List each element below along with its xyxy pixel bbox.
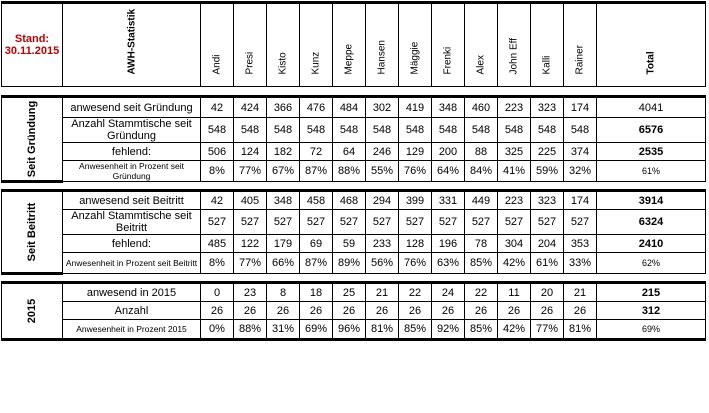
value-cell: 246 bbox=[366, 143, 399, 161]
value-cell: 59 bbox=[333, 235, 366, 253]
value-cell: 77% bbox=[234, 253, 267, 274]
value-cell: 548 bbox=[564, 118, 597, 143]
value-cell: 78 bbox=[465, 235, 498, 253]
stand-date-cell bbox=[2, 3, 63, 87]
value-cell: 42 bbox=[201, 191, 234, 210]
value-cell: 122 bbox=[234, 235, 267, 253]
value-cell: 56% bbox=[366, 253, 399, 274]
column-header-label: Kunz bbox=[310, 51, 322, 75]
value-cell: 200 bbox=[432, 143, 465, 161]
value-cell: 223 bbox=[498, 97, 531, 118]
row-label: fehlend: bbox=[63, 143, 201, 161]
column-header bbox=[465, 3, 498, 87]
value-cell: 66% bbox=[267, 253, 300, 274]
column-header bbox=[201, 3, 234, 87]
value-cell: 8% bbox=[201, 253, 234, 274]
value-cell: 331 bbox=[432, 191, 465, 210]
row-label: Anzahl bbox=[63, 302, 201, 320]
value-cell: 527 bbox=[267, 210, 300, 235]
gap-cell bbox=[2, 87, 706, 97]
value-cell: 527 bbox=[498, 210, 531, 235]
value-cell: 89% bbox=[333, 253, 366, 274]
value-cell: 174 bbox=[564, 191, 597, 210]
column-header-label: Meppe bbox=[343, 43, 355, 75]
column-header bbox=[564, 3, 597, 87]
value-cell: 449 bbox=[465, 191, 498, 210]
value-cell: 72 bbox=[300, 143, 333, 161]
column-header bbox=[366, 3, 399, 87]
value-cell: 76% bbox=[399, 253, 432, 274]
value-cell: 204 bbox=[531, 235, 564, 253]
table-row bbox=[2, 118, 706, 143]
table-row bbox=[2, 210, 706, 235]
value-cell: 348 bbox=[267, 191, 300, 210]
total-cell: 69% bbox=[597, 320, 706, 340]
value-cell: 20 bbox=[531, 283, 564, 302]
value-cell: 548 bbox=[399, 118, 432, 143]
row-label: anwesend seit Gründung bbox=[63, 97, 201, 118]
value-cell: 348 bbox=[432, 97, 465, 118]
value-cell: 26 bbox=[267, 302, 300, 320]
value-cell: 8% bbox=[201, 161, 234, 182]
table-row bbox=[2, 320, 706, 340]
column-header bbox=[531, 3, 564, 87]
section-title-cell bbox=[2, 283, 63, 340]
value-cell: 399 bbox=[399, 191, 432, 210]
stand-label: Stand: bbox=[14, 33, 50, 45]
value-cell: 85% bbox=[465, 253, 498, 274]
column-header bbox=[498, 3, 531, 87]
value-cell: 42% bbox=[498, 320, 531, 340]
column-header bbox=[234, 3, 267, 87]
total-cell: 2535 bbox=[597, 143, 706, 161]
value-cell: 26 bbox=[432, 302, 465, 320]
table-row bbox=[2, 302, 706, 320]
value-cell: 196 bbox=[432, 235, 465, 253]
value-cell: 527 bbox=[564, 210, 597, 235]
value-cell: 225 bbox=[531, 143, 564, 161]
column-header-label: Mäggie bbox=[409, 41, 421, 75]
value-cell: 527 bbox=[333, 210, 366, 235]
value-cell: 87% bbox=[300, 253, 333, 274]
value-cell: 11 bbox=[498, 283, 531, 302]
value-cell: 67% bbox=[267, 161, 300, 182]
row-label: Anzahl Stammtische seit Beitritt bbox=[63, 210, 201, 235]
value-cell: 88% bbox=[234, 320, 267, 340]
gap-cell bbox=[2, 274, 706, 283]
table-row bbox=[2, 235, 706, 253]
value-cell: 77% bbox=[531, 320, 564, 340]
value-cell: 26 bbox=[300, 302, 333, 320]
value-cell: 548 bbox=[432, 118, 465, 143]
value-cell: 419 bbox=[399, 97, 432, 118]
value-cell: 25 bbox=[333, 283, 366, 302]
value-cell: 0% bbox=[201, 320, 234, 340]
value-cell: 26 bbox=[333, 302, 366, 320]
total-cell: 312 bbox=[597, 302, 706, 320]
value-cell: 92% bbox=[432, 320, 465, 340]
value-cell: 353 bbox=[564, 235, 597, 253]
attendance-table bbox=[1, 1, 706, 341]
value-cell: 128 bbox=[399, 235, 432, 253]
value-cell: 548 bbox=[531, 118, 564, 143]
table-row bbox=[2, 283, 706, 302]
column-header bbox=[399, 3, 432, 87]
value-cell: 26 bbox=[465, 302, 498, 320]
value-cell: 24 bbox=[432, 283, 465, 302]
value-cell: 294 bbox=[366, 191, 399, 210]
value-cell: 87% bbox=[300, 161, 333, 182]
table-title: AWH-Statistik bbox=[126, 8, 137, 75]
value-cell: 485 bbox=[201, 235, 234, 253]
value-cell: 69 bbox=[300, 235, 333, 253]
value-cell: 77% bbox=[234, 161, 267, 182]
value-cell: 88 bbox=[465, 143, 498, 161]
value-cell: 26 bbox=[201, 302, 234, 320]
value-cell: 527 bbox=[201, 210, 234, 235]
value-cell: 304 bbox=[498, 235, 531, 253]
row-label: fehlend: bbox=[63, 235, 201, 253]
value-cell: 129 bbox=[399, 143, 432, 161]
value-cell: 174 bbox=[564, 97, 597, 118]
value-cell: 88% bbox=[333, 161, 366, 182]
row-label: Anwesenheit in Prozent seit Gründung bbox=[63, 161, 201, 182]
table-title-cell bbox=[63, 3, 201, 87]
column-header-label: Presi bbox=[244, 51, 256, 75]
section-gap bbox=[2, 274, 706, 283]
column-header-label: Hansen bbox=[376, 40, 388, 75]
value-cell: 484 bbox=[333, 97, 366, 118]
value-cell: 59% bbox=[531, 161, 564, 182]
column-header bbox=[267, 3, 300, 87]
value-cell: 8 bbox=[267, 283, 300, 302]
value-cell: 26 bbox=[234, 302, 267, 320]
value-cell: 18 bbox=[300, 283, 333, 302]
value-cell: 548 bbox=[234, 118, 267, 143]
section-title-cell bbox=[2, 97, 63, 182]
table-row bbox=[2, 253, 706, 274]
section-title: 2015 bbox=[26, 298, 38, 324]
column-header-label: Alex bbox=[475, 55, 487, 75]
column-header-label: Frenki bbox=[442, 46, 454, 75]
total-cell: 6324 bbox=[597, 210, 706, 235]
value-cell: 64 bbox=[333, 143, 366, 161]
value-cell: 26 bbox=[399, 302, 432, 320]
total-cell: 215 bbox=[597, 283, 706, 302]
value-cell: 548 bbox=[267, 118, 300, 143]
value-cell: 42% bbox=[498, 253, 531, 274]
total-cell: 62% bbox=[597, 253, 706, 274]
value-cell: 405 bbox=[234, 191, 267, 210]
table-row bbox=[2, 97, 706, 118]
row-label: Anwesenheit in Prozent seit Beitritt bbox=[63, 253, 201, 274]
value-cell: 323 bbox=[531, 191, 564, 210]
value-cell: 81% bbox=[366, 320, 399, 340]
table-row bbox=[2, 191, 706, 210]
value-cell: 0 bbox=[201, 283, 234, 302]
column-header-label: Rainer bbox=[574, 45, 586, 75]
value-cell: 548 bbox=[300, 118, 333, 143]
value-cell: 458 bbox=[300, 191, 333, 210]
total-cell: 4041 bbox=[597, 97, 706, 118]
value-cell: 85% bbox=[465, 320, 498, 340]
value-cell: 64% bbox=[432, 161, 465, 182]
header-row bbox=[2, 3, 706, 87]
value-cell: 548 bbox=[201, 118, 234, 143]
value-cell: 323 bbox=[531, 97, 564, 118]
value-cell: 527 bbox=[300, 210, 333, 235]
table-row bbox=[2, 161, 706, 182]
section-gap bbox=[2, 182, 706, 191]
value-cell: 23 bbox=[234, 283, 267, 302]
value-cell: 21 bbox=[366, 283, 399, 302]
value-cell: 325 bbox=[498, 143, 531, 161]
value-cell: 22 bbox=[465, 283, 498, 302]
total-cell: 2410 bbox=[597, 235, 706, 253]
value-cell: 182 bbox=[267, 143, 300, 161]
total-cell: 6576 bbox=[597, 118, 706, 143]
value-cell: 33% bbox=[564, 253, 597, 274]
stand-date: 30.11.2015 bbox=[4, 45, 60, 57]
value-cell: 32% bbox=[564, 161, 597, 182]
value-cell: 548 bbox=[333, 118, 366, 143]
value-cell: 548 bbox=[498, 118, 531, 143]
total-column-label: Total bbox=[645, 51, 657, 75]
row-label: Anwesenheit in Prozent 2015 bbox=[63, 320, 201, 340]
value-cell: 61% bbox=[531, 253, 564, 274]
value-cell: 424 bbox=[234, 97, 267, 118]
value-cell: 527 bbox=[366, 210, 399, 235]
row-label: anwesend in 2015 bbox=[63, 283, 201, 302]
value-cell: 81% bbox=[564, 320, 597, 340]
column-header-label: Kisto bbox=[277, 52, 289, 75]
value-cell: 548 bbox=[465, 118, 498, 143]
value-cell: 41% bbox=[498, 161, 531, 182]
section-gap bbox=[2, 87, 706, 97]
value-cell: 55% bbox=[366, 161, 399, 182]
value-cell: 96% bbox=[333, 320, 366, 340]
section-title-cell bbox=[2, 191, 63, 274]
value-cell: 527 bbox=[432, 210, 465, 235]
value-cell: 26 bbox=[531, 302, 564, 320]
value-cell: 63% bbox=[432, 253, 465, 274]
value-cell: 21 bbox=[564, 283, 597, 302]
value-cell: 76% bbox=[399, 161, 432, 182]
total-column-header bbox=[597, 3, 706, 87]
value-cell: 374 bbox=[564, 143, 597, 161]
value-cell: 302 bbox=[366, 97, 399, 118]
value-cell: 69% bbox=[300, 320, 333, 340]
value-cell: 366 bbox=[267, 97, 300, 118]
total-cell: 3914 bbox=[597, 191, 706, 210]
value-cell: 31% bbox=[267, 320, 300, 340]
value-cell: 179 bbox=[267, 235, 300, 253]
column-header-label: Kalli bbox=[541, 55, 553, 75]
row-label: Anzahl Stammtische seit Gründung bbox=[63, 118, 201, 143]
value-cell: 26 bbox=[366, 302, 399, 320]
value-cell: 84% bbox=[465, 161, 498, 182]
value-cell: 26 bbox=[498, 302, 531, 320]
value-cell: 22 bbox=[399, 283, 432, 302]
value-cell: 233 bbox=[366, 235, 399, 253]
column-header bbox=[432, 3, 465, 87]
value-cell: 476 bbox=[300, 97, 333, 118]
value-cell: 223 bbox=[498, 191, 531, 210]
row-label: anwesend seit Beitritt bbox=[63, 191, 201, 210]
value-cell: 527 bbox=[465, 210, 498, 235]
column-header bbox=[333, 3, 366, 87]
value-cell: 548 bbox=[366, 118, 399, 143]
value-cell: 42 bbox=[201, 97, 234, 118]
total-cell: 61% bbox=[597, 161, 706, 182]
value-cell: 527 bbox=[399, 210, 432, 235]
column-header-label: Andi bbox=[211, 54, 223, 75]
column-header-label: John Eff bbox=[508, 37, 520, 75]
value-cell: 468 bbox=[333, 191, 366, 210]
value-cell: 460 bbox=[465, 97, 498, 118]
value-cell: 26 bbox=[564, 302, 597, 320]
section-title: Seit Gründung bbox=[26, 100, 38, 178]
gap-cell bbox=[2, 182, 706, 191]
value-cell: 527 bbox=[531, 210, 564, 235]
table-row bbox=[2, 143, 706, 161]
value-cell: 124 bbox=[234, 143, 267, 161]
value-cell: 527 bbox=[234, 210, 267, 235]
value-cell: 85% bbox=[399, 320, 432, 340]
section-title: Seit Beitritt bbox=[26, 202, 38, 262]
value-cell: 506 bbox=[201, 143, 234, 161]
column-header bbox=[300, 3, 333, 87]
